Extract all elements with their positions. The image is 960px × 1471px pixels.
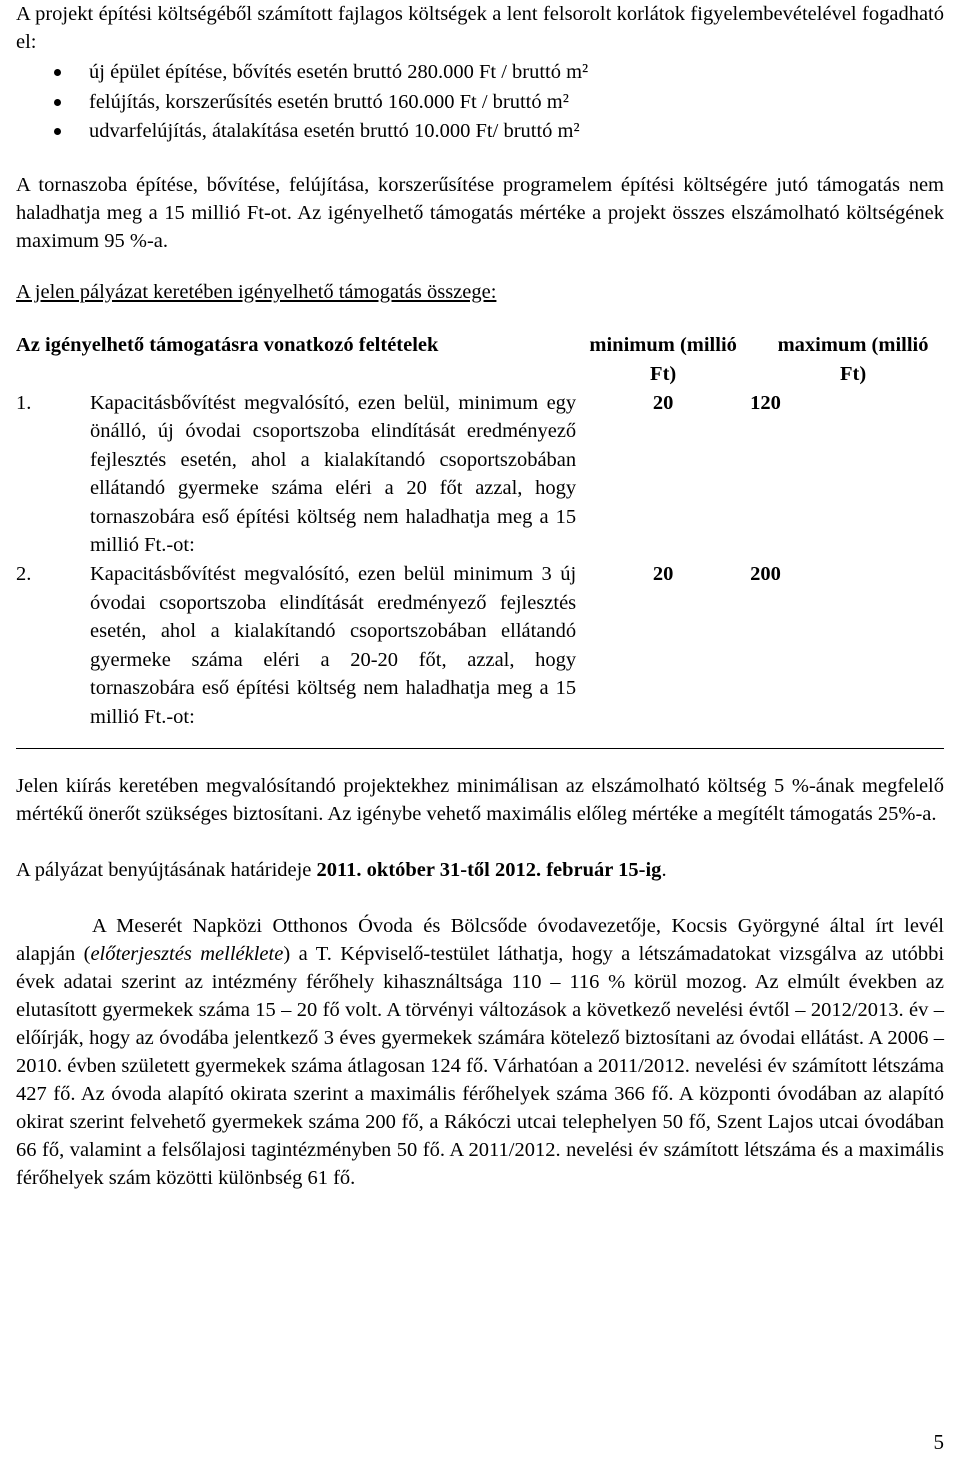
header-conditions: Az igényelhető támogatásra vonatkozó feltételek	[16, 333, 439, 356]
support-paragraph: A tornaszoba építése, bővítése, felújítása, korszerűsítése programelem építési költségére jutó támogatás nem haladhatja meg a 15 millió Ft-ot. Az igényelhető támogatás mértéke a projekt összes elszámolható költségének maximum 95 %-a.	[16, 173, 944, 252]
letter-attachment-ref: előterjesztés melléklete	[90, 942, 284, 965]
table-row	[16, 560, 944, 748]
table-header-row	[16, 331, 944, 389]
limit-item-yard: udvarfelújítás, átalakítása esetén bruttó 10.000 Ft/ bruttó m²	[16, 117, 944, 147]
maximum-value: 120	[750, 391, 781, 414]
condition-item	[16, 560, 576, 732]
support-amount-heading	[16, 278, 944, 306]
header-maximum: maximum (millió Ft)	[777, 333, 929, 385]
support-conditions-table	[16, 331, 944, 749]
header-minimum: minimum (millió Ft)	[589, 333, 737, 385]
condition-item	[16, 389, 576, 561]
letter-text-rest: ) a T. Képviselő-testület láthatja, hogy a létszámadatokat vizsgálva az utóbbi évek adatai szerint az intézmény férőhely kihasználtsága 110 – 116 % körül mozog. Az elmúlt években az elutasított gyermekek száma 15 – 20 fő volt. A törvényi változások a következő nevelési évtől – 2012/2013. év – előírják, hogy az óvodába jelentkező 3 éves gyermekek számára kötelező biztosítani az óvodai ellátást. A 2006 – 2010. évben született gyermekek száma átlagosan 124 fő. Várhatóan a 2011/2012. nevelési év számított létszáma 427 fő. Az óvoda alapító okirata szerint a maximális férőhelyek száma 366 fő. A központi óvodában az alapító okirat szerint felvehető gyermekek száma 200 fő, a Rákóczi utcai telephelyen 50 fő, Szent Lajos utcai óvodában 66 fő, valamint a felsőlajosi tagintézményben 50 fő. A 2011/2012. nevelési év számított létszáma és a maximális férőhelyek szám közötti különbség 61 fő.	[16, 942, 945, 1189]
cost-limit-list	[16, 58, 944, 147]
letter-paragraph	[16, 912, 944, 1192]
minimum-value: 20	[652, 391, 674, 414]
deadline-dates: 2011. október 31-től 2012. február 15-ig	[316, 858, 662, 881]
document-page	[16, 0, 944, 1192]
limit-item-renovation: felújítás, korszerűsítés esetén bruttó 160.000 Ft / bruttó m²	[16, 88, 944, 118]
maximum-value: 200	[750, 563, 781, 586]
minimum-value: 20	[652, 563, 674, 586]
condition-text: Kapacitásbővítést megvalósító, ezen belül minimum 3 új óvodai csoportszoba elindítását eredményező fejlesztés esetén, ahol a kialakítandó csoportszobában ellátandó gyermeke száma eléri a 20-20 főt, azzal, hogy tornaszobára eső építési költség nem haladhatja meg a 15 millió Ft.-ot:	[90, 563, 577, 729]
limit-item-new-building: új épület építése, bővítés esetén bruttó 280.000 Ft / bruttó m²	[16, 58, 944, 88]
deadline-prefix: A pályázat benyújtásának határideje	[16, 858, 317, 881]
condition-number: 2.	[16, 563, 32, 586]
own-contribution-paragraph: Jelen kiírás keretében megvalósítandó projektekhez minimálisan az elszámolható költség 5 %-ának megfelelő mértékű önerőt szükséges biztosítani. Az igénybe vehető maximális előleg mértéke a megítélt támogatás 25%-a.	[16, 774, 944, 825]
condition-text: Kapacitásbővítést megvalósító, ezen belül, minimum egy önálló, új óvodai csoportszoba elindítását eredményező fejlesztés esetén, ahol a kialakítandó csoportszobában ellátandó gyermeke száma eléri a 20 főt azzal, hogy tornaszobára eső építési költség nem haladhatja meg a 15 millió Ft.-ot:	[90, 391, 577, 557]
table-row	[16, 389, 944, 561]
letter-text-start: A Meserét Napközi Otthonos Óvoda és Bölcsőde óvodavezetője, Kocsis Györgyné által írt levél alapján (	[16, 914, 944, 965]
deadline-paragraph	[16, 856, 944, 884]
condition-number: 1.	[16, 391, 32, 414]
support-amount-heading-text: A jelen pályázat keretében igényelhető támogatás összege:	[16, 280, 497, 303]
intro-paragraph: A projekt építési költségéből számított fajlagos költségek a lent felsorolt korlátok figyelembevételével fogadható el:	[16, 3, 944, 53]
page-number: 5	[933, 1430, 944, 1454]
deadline-suffix: .	[661, 858, 667, 881]
